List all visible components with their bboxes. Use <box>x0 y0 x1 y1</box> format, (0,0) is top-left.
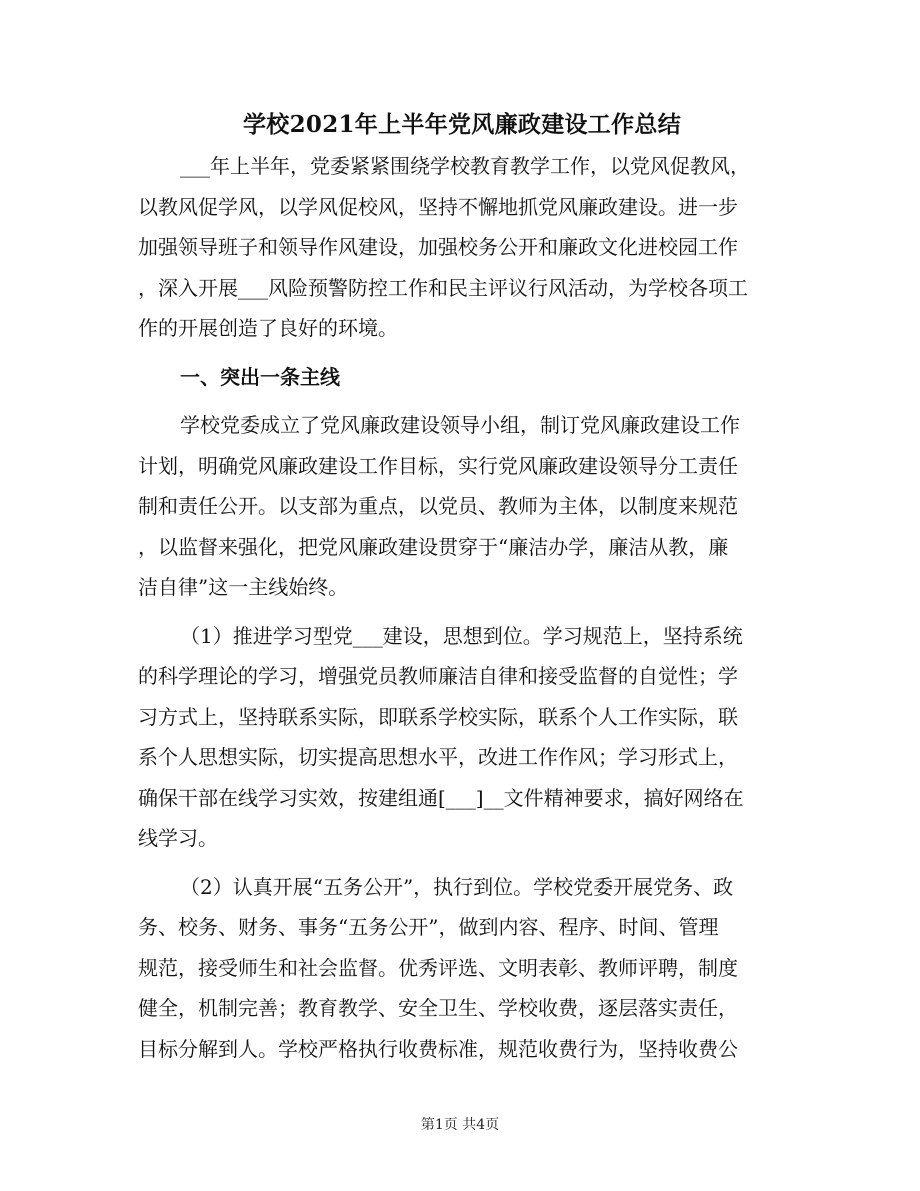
section-heading-1: 一、突出一条主线 <box>180 364 340 389</box>
item2-line-5: 目标分解到人。学校严格执行收费标准，规范收费行为，坚持收费公 <box>138 1036 738 1061</box>
item1-line-4: 系个人思想实际，切实提高思想水平，改进工作作风；学习形式上， <box>138 745 738 769</box>
section1-line-2: 计划，明确党风廉政建设工作目标，实行党风廉政建设领导分工责任 <box>138 453 738 478</box>
item2-paragraph <box>138 867 786 1070</box>
item1-line-6: 线学习。 <box>138 826 218 850</box>
item1-line-2: 的科学理论的学习，增强党员教师廉洁自律和接受监督的自觉性；学 <box>138 664 738 688</box>
section1-line-5: 洁自律”这一主线始终。 <box>138 575 349 599</box>
item2-line-3: 规范，接受师生和社会监督。优秀评选、文明表彰、教师评聘，制度 <box>138 955 738 980</box>
section1-line-1: 学校党委成立了党风廉政建设领导小组，制订党风廉政建设工作 <box>180 413 740 437</box>
intro-line-1: ___年上半年，党委紧紧围绕学校教育教学工作，以党风促教风， <box>180 154 750 178</box>
intro-line-2: 以教风促学风，以学风促校风，坚持不懈地抓党风廉政建设。进一步 <box>138 194 738 219</box>
item1-paragraph <box>138 616 786 859</box>
page-number-footer: 第1页 共4页 <box>420 1117 500 1133</box>
item2-line-2: 务、校务、财务、事务“五务公开”，做到内容、程序、时间、管理 <box>138 915 719 939</box>
section1-line-4: ，以监督来强化，把党风廉政建设贯穿于“廉洁办学，廉洁从教，廉 <box>138 534 729 559</box>
section1-line-3: 制和责任公开。以支部为重点，以党员、教师为主体，以制度来规范 <box>138 494 738 518</box>
item1-line-1: （1）推进学习型党___建设，思想到位。学习规范上，坚持系统 <box>180 623 743 648</box>
document-title: 学校2021年上半年党风廉政建设工作总结 <box>242 111 681 138</box>
item2-line-1: （2）认真开展“五务公开”，执行到位。学校党委开展党务、政 <box>180 874 734 899</box>
intro-line-3: 加强领导班子和领导作风建设，加强校务公开和廉政文化进校园工作 <box>138 235 738 259</box>
section1-paragraph <box>138 405 786 608</box>
item2-line-4: 健全，机制完善；教育教学、安全卫生、学校收费，逐层落实责任， <box>138 996 738 1020</box>
intro-line-4: ，深入开展___风险预警防控工作和民主评议行风活动，为学校各项工 <box>138 275 748 300</box>
intro-line-5: 作的开展创造了良好的环境。 <box>138 316 398 340</box>
document-body <box>138 104 786 1077</box>
item1-line-5: 确保干部在线学习实效，按建组通[___]__文件精神要求，搞好网络在 <box>138 785 744 810</box>
intro-paragraph <box>138 146 786 349</box>
item1-line-3: 习方式上，坚持联系实际，即联系学校实际，联系个人工作实际，联 <box>138 704 738 729</box>
